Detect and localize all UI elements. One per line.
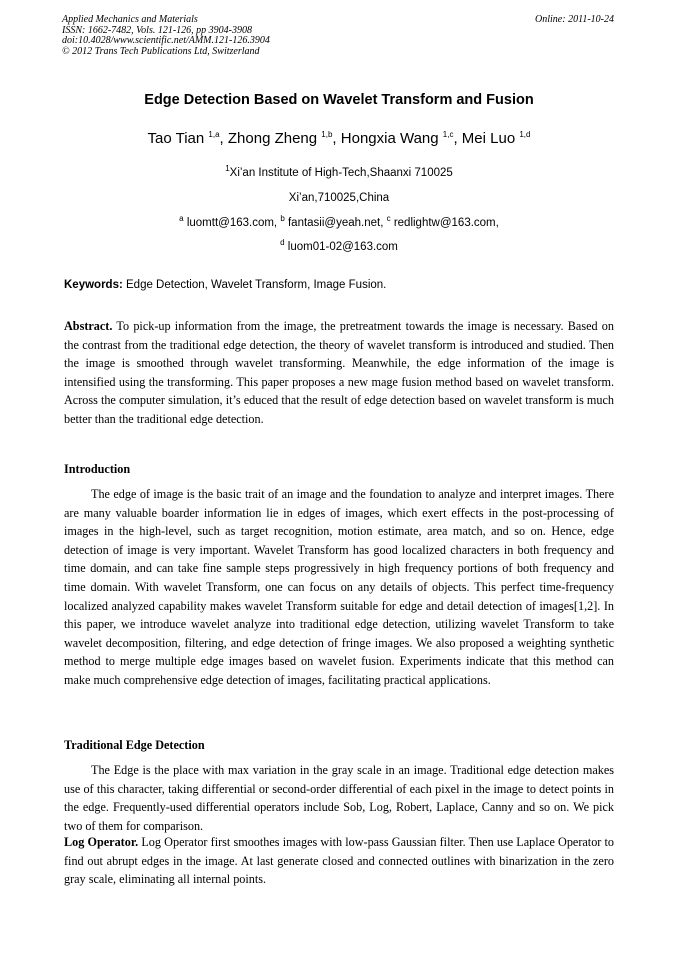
author-list: Tao Tian $^{1,a}$, Zhong Zheng $^{1,b}$, Hongxia Wang $^{1,c}$, Mei Luo $^{1,d}$ [147, 130, 531, 147]
email-address: luom01-02@163.com [287, 241, 398, 253]
author-sup: 1,b [321, 130, 333, 139]
abstract-text: To pick-up information from the image, the pretreatment towards the image is necessary. Based on the contrast from the traditional edge detection, the theory of wavelet transform is introduced and studied. Then the image is smoothed through wavelet transforming. Meanwhile, the edge information of the image is intensified using the transforming. This paper proposes a new mage fusion method based on wavelet transform. Across the computer simulation, it’s educed that the result of edge detection based on wavelet transform is much better than the traditional edge detection. [64, 319, 614, 426]
copyright-line: © 2012 Trans Tech Publications Ltd, Switzerland [62, 45, 260, 57]
author-sup: 1,d [519, 130, 531, 139]
keywords [64, 279, 386, 291]
journal-header [62, 15, 614, 57]
keywords-label: Keywords: [64, 279, 123, 291]
email-line-2 [0, 238, 678, 253]
email-sup: b [280, 214, 285, 224]
email-address: luomtt@163.com, [186, 217, 278, 229]
traditional-edge-heading: Traditional Edge Detection [64, 738, 205, 752]
keywords-text: Edge Detection, Wavelet Transform, Image Fusion. [126, 279, 387, 291]
log-operator-label: Log Operator. [64, 835, 139, 849]
author-name: Hongxia Wang [340, 130, 439, 147]
author-name: Mei Luo [461, 130, 516, 147]
email-line-1 [0, 214, 678, 229]
author-sup: 1,c [442, 130, 454, 139]
log-operator-text: Log Operator first smoothes images with low-pass Gaussian filter. Then use Laplace Operator to find out abrupt edges in the image. At last generate closed and connected outlines with binarization in the zero gray scale, eliminating all internal points. [64, 835, 615, 887]
email-address: fantasii@yeah.net, [287, 217, 384, 229]
email-sup: c [386, 214, 391, 224]
paper-title: Edge Detection Based on Wavelet Transform and Fusion [144, 92, 534, 108]
journal-name: Applied Mechanics and Materials [62, 14, 198, 25]
traditional-edge-paragraph: The Edge is the place with max variation in the gray scale in an image. Traditional edge detection makes use of this character, taking differential or second-order differential of each pixel in the image to detect points in the edge. Frequently-used differential operators include Sob, Log, Robert, Laplace, Canny and so on. We pick two of them for comparison. [64, 763, 614, 833]
abstract-paragraph [64, 317, 614, 429]
affiliation-line-1 [0, 164, 678, 179]
doi-line: doi:10.4028/www.scientific.net/AMM.121-126.3904 [62, 35, 270, 46]
abstract-label: Abstract. [64, 319, 113, 333]
author-name: Tao Tian [147, 130, 205, 147]
author-name: Zhong Zheng [227, 130, 318, 147]
log-operator-paragraph [64, 833, 614, 889]
issn-line: ISSN: 1662-7482, Vols. 121-126, pp 3904-3908 [62, 24, 252, 36]
introduction-paragraph: The edge of image is the basic trait of an image and the foundation to analyze and interpret images. There are many valuable boarder information lie in edges of images, which exert effects in the post-processing of images in the high-level, such as target recognition, motion estimate, area match, and so on. Hence, edge detection of image is very important. Wavelet Transform has good localized characters in both frequency and time domain, and can take fine sample steps progressively in high frequency portions of both frequency and time domain. With wavelet Transform, one can focus on any details of objects. This perfect time-frequency localized analyzed capability makes wavelet Transform suitable for edge and detail detection of images[1,2]. In this paper, we introduce wavelet analyze into traditional edge detection, utilizing wavelet Transform to take wavelet decomposition, filtering, and edge detection of fringe images. We also proposed a weighting synthetic method to merge multiple edge images based on wavelet fusion. Experiments indicate that this method can make much comprehensive edge detection of images, facilitating practical applications. [64, 487, 614, 687]
online-date: Online: 2011-10-24 [535, 14, 614, 25]
affiliation-line-2: Xi’an,710025,China [288, 192, 390, 204]
affiliation-sup: 1 [225, 164, 230, 174]
introduction-heading: Introduction [64, 462, 131, 476]
email-address: redlightw@163.com, [393, 217, 499, 229]
author-sup: 1,a [208, 130, 220, 139]
email-sup: a [179, 214, 184, 224]
email-sup: d [280, 238, 285, 248]
affiliation-text: Xi’an Institute of High-Tech,Shaanxi 710025 [229, 167, 453, 179]
